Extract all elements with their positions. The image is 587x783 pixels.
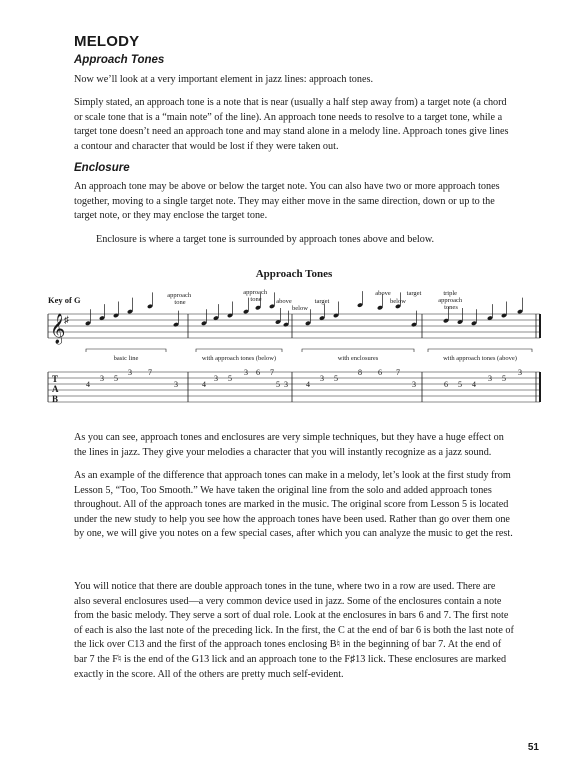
annotation-below-2: below (390, 298, 406, 305)
annotation-above-1: above (276, 298, 292, 305)
tab-number: 3 (284, 380, 288, 389)
body-paragraph-2: As an example of the difference that approach tones can make in a melody, let’s look at the first study from Lesson 5, “Too, Too Smooth.” We have taken the original line from the solo and added approach tones throughout. All of the approach tones are marked in the music. The original score from Lesson 5 is located under the new study to help you see how the approach tones have been used. Rather than go over them one by one, we will give you notes on a few special cases, after which you can analyze the music to get the rest. (74, 470, 513, 540)
tab-number: 4 (202, 380, 206, 389)
section-title-approach-tones: Approach Tones (74, 54, 165, 66)
approach-tones-music-example (46, 265, 546, 415)
section-label-approach-below: with approach tones (below) (201, 355, 277, 362)
section-label-approach-above: with approach tones (above) (443, 355, 517, 362)
tab-letter-a: A (52, 384, 59, 394)
tab-number: 3 (128, 368, 132, 377)
body-paragraph-3: You will notice that there are double approach tones in the tune, where two in a row are used. There are also several enclosures used—a very common device used in jazz. Some of the enclosures contain a note from the basic melody. They serve a sort of dual role. Look at the enclosures in bars 6 and 7. The first note of each is also the last note of the preceding lick. In the first, the C at the end of bar 6 is both the last note of the lick over C13 and the first of the approach tones enclosing B♮ in the beginning of bar 7. At the end of bar 7 the F♮ is the end of the G13 lick and an approach tone to the F♯13 lick. These enclosures are marked exactly in the score. All of the others are pretty much self-evident. (74, 581, 514, 680)
tab-number: 7 (148, 368, 152, 377)
approach-tones-intro: Now we’ll look at a very important element in jazz lines: approach tones. (74, 74, 374, 85)
section-title-enclosure: Enclosure (74, 162, 130, 174)
staff-lines (48, 314, 540, 338)
annotation-approach-tone-1: approach tone (167, 292, 192, 306)
annotation-target-2: target (406, 290, 422, 297)
tab-number: 5 (458, 380, 462, 389)
tab-number: 7 (396, 368, 400, 377)
tab-number: 5 (502, 374, 506, 383)
tab-number: 3 (412, 380, 416, 389)
tab-staff (48, 368, 540, 404)
tab-number: 6 (256, 368, 260, 377)
tab-number: 4 (472, 380, 476, 389)
tab-letter-b: B (52, 394, 59, 404)
annotation-target-1: target (314, 298, 330, 305)
page-heading: MELODY (74, 33, 140, 50)
page-number: 51 (527, 742, 539, 753)
tab-numbers (86, 368, 522, 389)
tab-number: 5 (276, 380, 280, 389)
tab-number: 3 (518, 368, 522, 377)
section-label-basic-line: basic line (113, 355, 139, 362)
example-title: Approach Tones (255, 268, 333, 280)
tab-letter-t: T (52, 374, 59, 384)
tab-number: 3 (174, 380, 178, 389)
section-brackets (86, 349, 532, 352)
tab-number: 6 (378, 368, 382, 377)
tab-clef (52, 374, 59, 404)
tab-lines (48, 372, 540, 402)
tab-number: 4 (306, 380, 310, 389)
tab-number: 3 (100, 374, 104, 383)
annotation-triple-approach-tones: triple approach tones (438, 290, 463, 311)
tab-number: 4 (86, 380, 90, 389)
tab-number: 5 (334, 374, 338, 383)
tab-number: 3 (320, 374, 324, 383)
tab-number: 5 (114, 374, 118, 383)
tab-number: 3 (244, 368, 248, 377)
tab-number: 5 (228, 374, 232, 383)
sharp-icon: ♯ (64, 315, 69, 326)
enclosure-definition: Enclosure is where a target tone is surrounded by approach tones above and below. (96, 234, 435, 245)
annotations (167, 289, 463, 312)
enclosure-paragraph: An approach tone may be above or below the target note. You can also have two or more approach tones together, moving to a single target note. They may either move in the same direction, down or up to the target note, or they may enclose the target tone. (74, 181, 500, 222)
treble-clef-icon: 𝄞 (50, 314, 66, 343)
tab-number: 6 (444, 380, 448, 389)
tab-number: 7 (270, 368, 274, 377)
section-label-enclosures: with enclosures (337, 355, 379, 362)
approach-tone-definition: Simply stated, an approach tone is a note that is near (usually a half step away from) a target note (a chord or scale tone that is a “main note” of the line). An approach tone needs to resolve to a target tone, while a target tone doesn’t need an approach tone and may stand alone in a melody line. Approach tones give lines a contour and character that would be lost if they were taken out. (74, 97, 509, 152)
body-paragraph-1: As you can see, approach tones and enclosures are very simple techniques, but they have a huge effect on the lines in jazz. They give your melodies a character that you will instantly recognize as a jazz sound. (74, 432, 504, 458)
annotation-below-1: below (292, 305, 308, 312)
tab-number: 8 (358, 368, 362, 377)
annotation-above-2: above (375, 290, 391, 297)
tab-number: 3 (488, 374, 492, 383)
notation-staff (48, 291, 540, 362)
tab-barlines (48, 372, 540, 402)
tab-number: 3 (214, 374, 218, 383)
annotation-approach-tone-2: approach tone (243, 289, 268, 303)
key-label: Key of G (48, 295, 81, 305)
